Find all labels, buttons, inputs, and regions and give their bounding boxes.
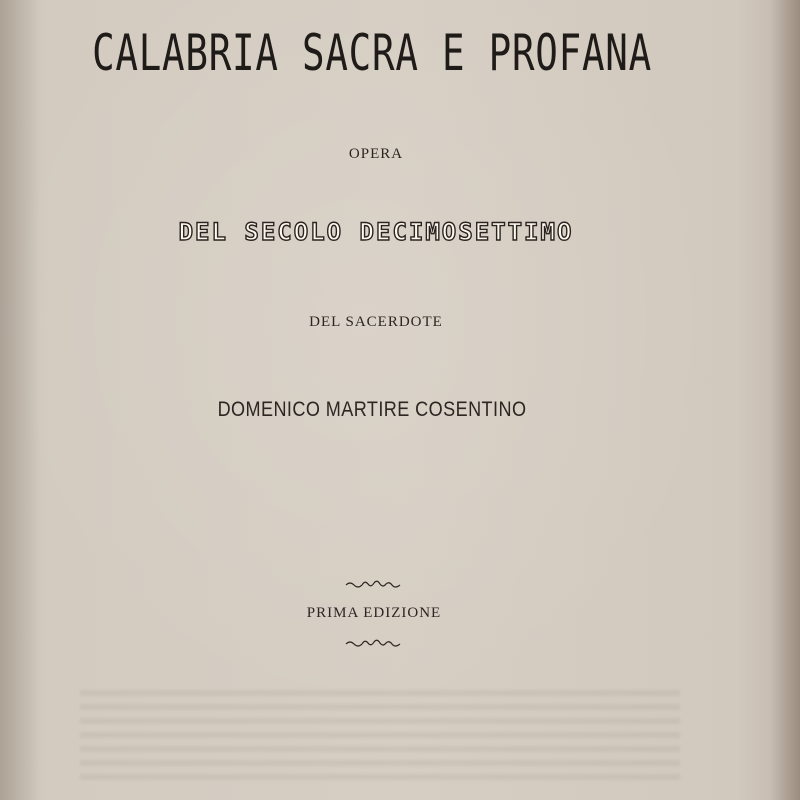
edition-label: PRIMA EDIZIONE xyxy=(306,605,442,621)
subtitle-opera: OPERA xyxy=(348,146,404,162)
ornament-rule-top xyxy=(345,578,403,590)
author-prefix: DEL SACERDOTE xyxy=(309,314,443,330)
show-through-text xyxy=(80,690,680,780)
author-name: DOMENICO MARTIRE COSENTINO xyxy=(217,398,527,421)
book-title: CALABRIA SACRA E PROFANA xyxy=(92,24,652,82)
ornament-rule-bottom xyxy=(345,637,403,649)
page-edge-shadow xyxy=(770,0,800,800)
subtitle-century: DEL SECOLO DECIMOSETTIMO xyxy=(178,218,574,246)
